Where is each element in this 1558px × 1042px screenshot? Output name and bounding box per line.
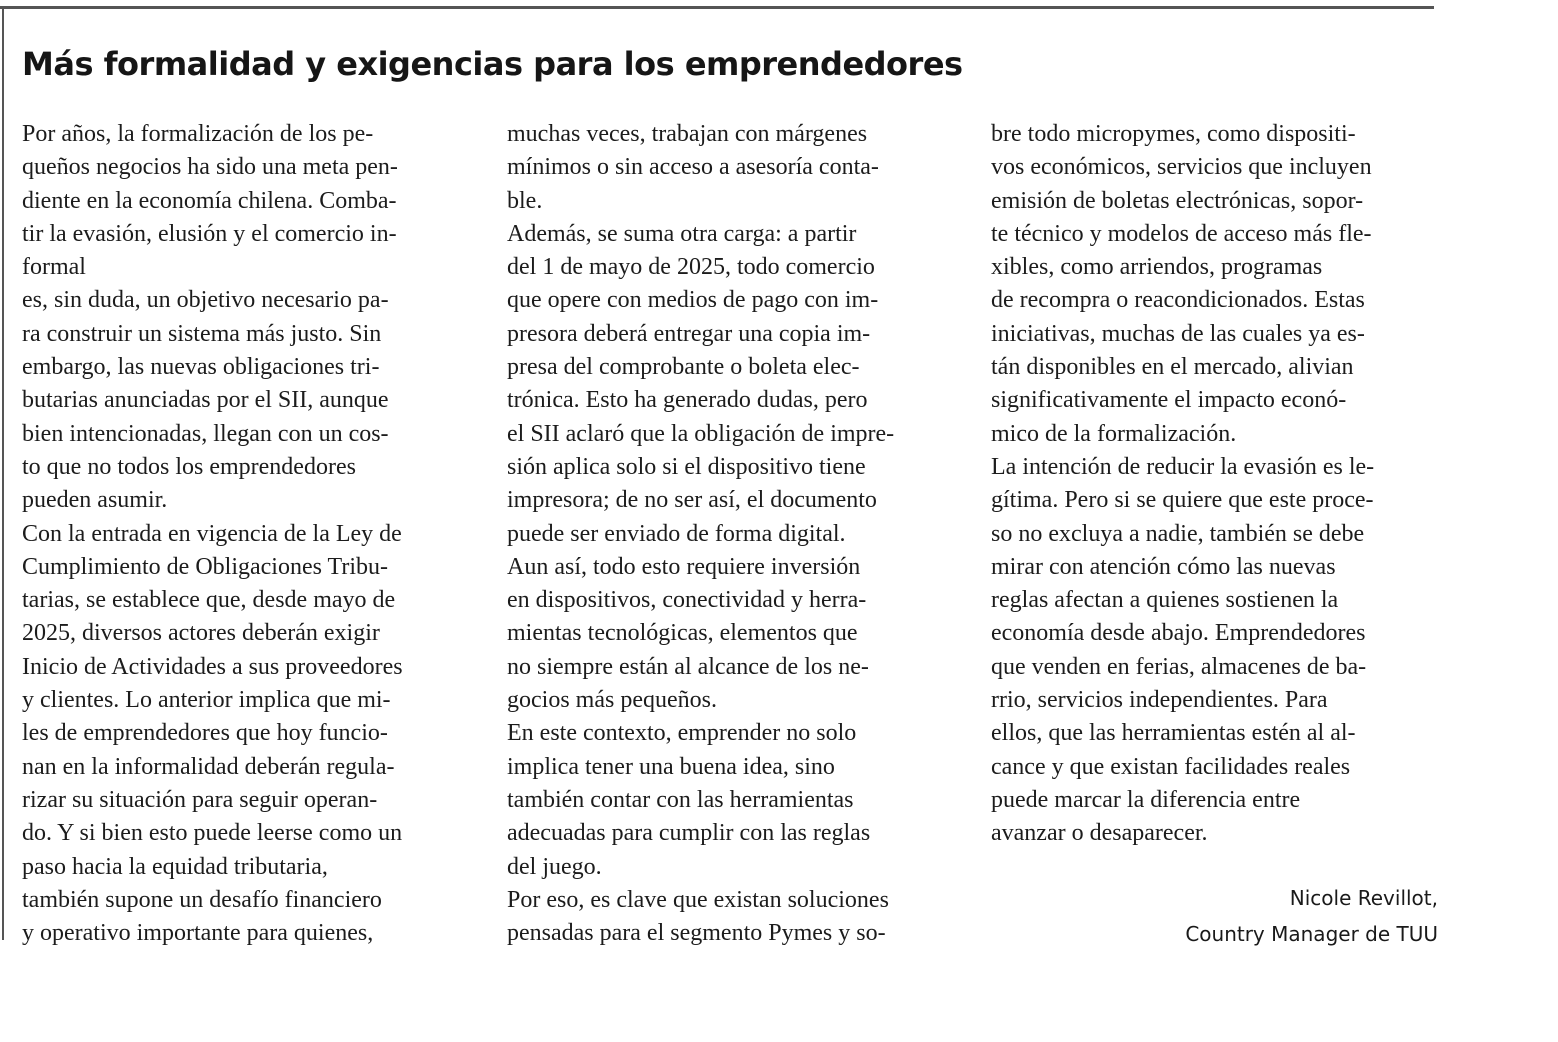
text-line: iniciativas, muchas de las cuales ya es- [991, 320, 1365, 347]
top-rule [0, 6, 1434, 9]
text-line: también contar con las herramientas [507, 786, 854, 813]
text-line: es, sin duda, un objetivo necesario pa- [22, 287, 389, 314]
text-line: Inicio de Actividades a sus proveedores [22, 653, 403, 680]
text-line: bre todo micropymes, como dispositi- [991, 121, 1356, 147]
text-line: En este contexto, emprender no solo [507, 720, 857, 747]
text-line: ble. [507, 187, 543, 214]
text-line: del juego. [507, 853, 602, 880]
text-line: trónica. Esto ha generado dudas, pero [507, 387, 868, 414]
text-line: 2025, diversos actores deberán exigir [22, 620, 380, 647]
text-line: gítima. Pero si se quiere que este proce- [991, 487, 1374, 514]
text-line: embargo, las nuevas obligaciones tri- [22, 354, 380, 381]
text-line: vos económicos, servicios que incluyen [991, 154, 1372, 181]
text-line: mico de la formalización. [991, 420, 1237, 447]
author-signature [1185, 880, 1438, 952]
text-line: rizar su situación para seguir operan- [22, 786, 378, 813]
text-line: emisión de boletas electrónicas, sopor- [991, 187, 1364, 214]
text-line: Cumplimiento de Obligaciones Tribu- [22, 553, 388, 580]
text-line: que venden en ferias, almacenes de ba- [991, 653, 1367, 680]
text-line: y operativo importante para quienes, [22, 920, 374, 947]
text-line: Con la entrada en vigencia de la Ley de [22, 520, 402, 547]
text-line: paso hacia la equidad tributaria, [22, 853, 328, 880]
article-column-1 [22, 118, 472, 950]
text-line: adecuadas para cumplir con las reglas [507, 820, 871, 847]
text-line: tir la evasión, elusión y el comercio in- [22, 220, 397, 247]
text-line: y clientes. Lo anterior implica que mi- [22, 687, 391, 714]
text-line: rrio, servicios independientes. Para [991, 687, 1328, 714]
author-name: Nicole Revillot, [1289, 886, 1438, 910]
text-line: economía desde abajo. Emprendedores [991, 620, 1366, 647]
text-line: formal [22, 254, 86, 281]
text-line: so no excluya a nadie, también se debe [991, 520, 1365, 547]
text-line: reglas afectan a quienes sostienen la [991, 587, 1339, 614]
text-line: bien intencionadas, llegan con un cos- [22, 420, 389, 447]
text-line: te técnico y modelos de acceso más fle- [991, 220, 1372, 247]
text-line: no siempre están al alcance de los ne- [507, 653, 869, 680]
article-column-2 [507, 118, 957, 950]
article-headline: Más formalidad y exigencias para los emprendedores [22, 45, 963, 83]
text-line: to que no todos los emprendedores [22, 453, 356, 480]
author-role: Country Manager de TUU [1185, 922, 1438, 946]
text-line: también supone un desafío financiero [22, 886, 382, 913]
text-line: Por años, la formalización de los pe- [22, 121, 374, 147]
text-line: do. Y si bien esto puede leerse como un [22, 820, 403, 847]
text-line: del 1 de mayo de 2025, todo comercio [507, 254, 875, 281]
text-line: de recompra o reacondicionados. Estas [991, 287, 1365, 314]
text-line: queños negocios ha sido una meta pen- [22, 154, 398, 181]
text-line: Además, se suma otra carga: a partir [507, 220, 857, 247]
text-line: puede marcar la diferencia entre [991, 786, 1301, 813]
text-line: xibles, como arriendos, programas [991, 254, 1323, 281]
text-line: tarias, se establece que, desde mayo de [22, 587, 396, 614]
text-line: muchas veces, trabajan con márgenes [507, 121, 868, 147]
text-line: que opere con medios de pago con im- [507, 287, 879, 314]
text-line: avanzar o desaparecer. [991, 820, 1208, 847]
text-line: La intención de reducir la evasión es le- [991, 453, 1375, 480]
text-line: nan en la informalidad deberán regula- [22, 753, 395, 780]
text-line: presa del comprobante o boleta elec- [507, 354, 860, 381]
text-line: tán disponibles en el mercado, alivian [991, 354, 1354, 381]
text-line: mínimos o sin acceso a asesoría conta- [507, 154, 879, 181]
text-line: ra construir un sistema más justo. Sin [22, 320, 382, 347]
text-line: presora deberá entregar una copia im- [507, 320, 871, 347]
text-line: en dispositivos, conectividad y herra- [507, 587, 867, 614]
article-column-3 [991, 118, 1441, 851]
text-line: Por eso, es clave que existan soluciones [507, 886, 889, 913]
text-line: sión aplica solo si el dispositivo tiene [507, 453, 866, 480]
text-line: ellos, que las herramientas estén al al- [991, 720, 1356, 747]
text-line: mirar con atención cómo las nuevas [991, 553, 1336, 580]
text-line: significativamente el impacto econó- [991, 387, 1347, 414]
text-line: el SII aclaró que la obligación de impre- [507, 420, 895, 447]
text-line: gocios más pequeños. [507, 687, 717, 714]
text-line: pensadas para el segmento Pymes y so- [507, 920, 886, 947]
text-line: diente en la economía chilena. Comba- [22, 187, 397, 214]
text-line: Aun así, todo esto requiere inversión [507, 553, 861, 580]
text-line: impresora; de no ser así, el documento [507, 487, 877, 514]
text-line: cance y que existan facilidades reales [991, 753, 1351, 780]
text-line: implica tener una buena idea, sino [507, 753, 835, 780]
text-line: mientas tecnológicas, elementos que [507, 620, 858, 647]
left-rule [2, 6, 4, 940]
text-line: pueden asumir. [22, 487, 168, 514]
text-line: butarias anunciadas por el SII, aunque [22, 387, 389, 414]
text-line: les de emprendedores que hoy funcio- [22, 720, 388, 747]
text-line: puede ser enviado de forma digital. [507, 520, 846, 547]
